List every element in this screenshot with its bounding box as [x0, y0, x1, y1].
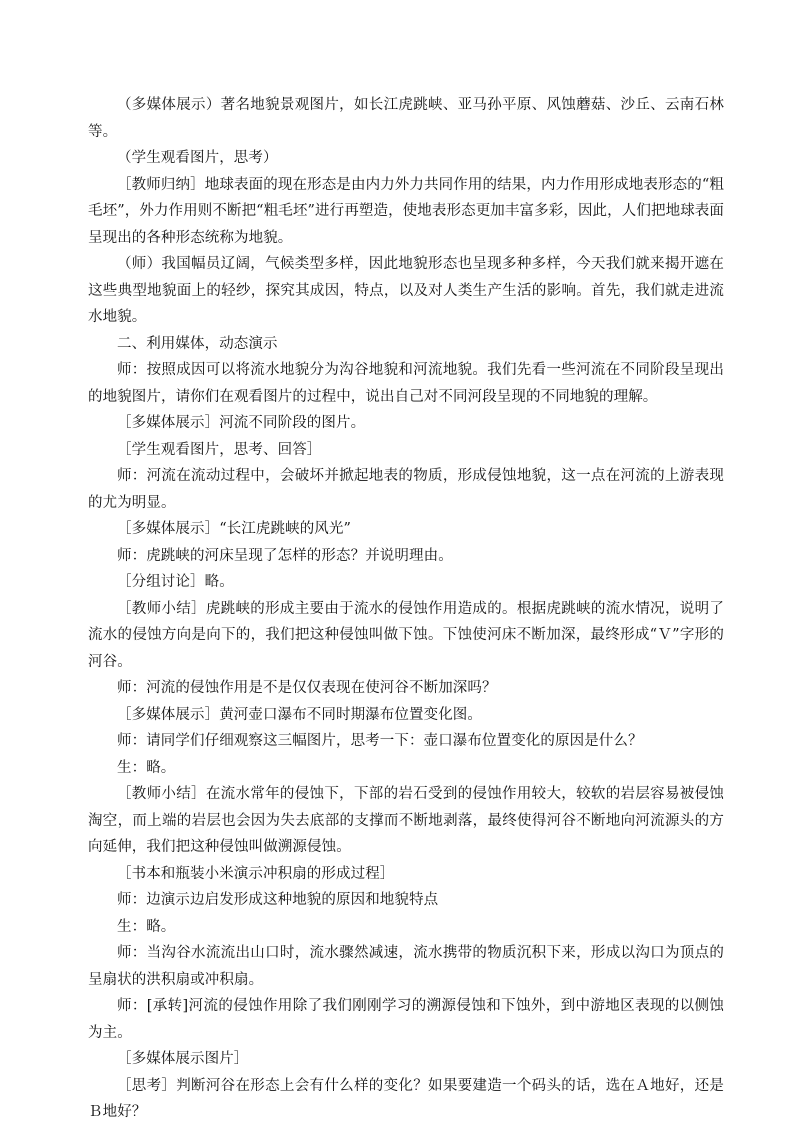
paragraph-teacher-summary-landform: ［教师归纳］地球表面的现在形态是由内力外力共同作用的结果，内力作用形成地表形态的“粗毛坯”，外力作用则不断把“粗毛坯”进行再塑造，使地表形态更加丰富多彩，因此，人们把地球表面呈现出的各种形态统称为地貌。 — [88, 176, 724, 246]
paragraph-multimedia-landforms: （多媒体展示）著名地貌景观图片，如长江虎跳峡、亚马孙平原、风蚀蘑菇、沙丘、云南石林等。 — [88, 97, 724, 140]
section-heading-media-demo: 二、利用媒体，动态演示 — [117, 335, 278, 352]
paragraph-teacher-transition: 师：[承转]河流的侵蚀作用除了我们刚刚学习的溯源侵蚀和下蚀外，到中游地区表现的以侧蚀为主。 — [88, 998, 724, 1041]
paragraph-teacher-erosion: 师：河流在流动过程中，会破坏并掀起地表的物质，形成侵蚀地貌，这一点在河流的上游表现的尤为明显。 — [88, 468, 724, 511]
paragraph-multimedia-river-stages: ［多媒体展示］河流不同阶段的图片。 — [117, 415, 366, 431]
paragraph-thinking-question: ［思考］判断河谷在形态上会有什么样的变化？如果要建造一个码头的话，选在Ａ地好，还是Ｂ地好？ — [88, 1077, 724, 1120]
paragraph-student-reply-1: 生：略。 — [117, 759, 176, 776]
paragraph-students-observe: （学生观看图片，思考） — [117, 150, 278, 166]
paragraph-teacher-question-deepening: 师：河流的侵蚀作用是不是仅仅表现在使河谷不断加深吗？ — [117, 680, 497, 696]
paragraph-teacher-question-riverbed: 师：虎跳峡的河床呈现了怎样的形态？并说明理由。 — [117, 547, 453, 564]
paragraph-students-answer: ［学生观看图片，思考、回答］ — [117, 441, 322, 458]
paragraph-teacher-alluvial-fan: 师：当沟谷水流流出山口时，流水骤然减速，流水携带的物质沉积下来，形成以沟口为顶点的呈扇状的洪积扇或冲积扇。 — [88, 945, 724, 988]
lesson-text-body — [88, 92, 724, 1126]
paragraph-multimedia-pictures: ［多媒体展示图片］ — [117, 1051, 249, 1067]
paragraph-teacher-question-hukou: 师：请同学们仔细观察这三幅图片，思考一下：壶口瀑布位置变化的原因是什么？ — [117, 733, 643, 749]
paragraph-teacher-demo: 师：边演示边启发形成这种地貌的原因和地貌特点 — [117, 892, 439, 908]
paragraph-teacher-intro: （师）我国幅员辽阔，气候类型多样，因此地貌形态也呈现多种多样，今天我们就来揭开遮在这些典型地貌面上的轻纱，探究其成因，特点，以及对人类生产生活的影响。首先，我们就走进流水地貌。 — [88, 256, 724, 325]
paragraph-teacher-classification: 师：按照成因可以将流水地貌分为沟谷地貌和河流地貌。我们先看一些河流在不同阶段呈现出的地貌图片，请你们在观看图片的过程中，说出自己对不同河段呈现的不同地貌的理解。 — [88, 362, 724, 405]
paragraph-multimedia-tiger-leaping: ［多媒体展示］“长江虎跳峡的风光” — [117, 521, 352, 537]
paragraph-multimedia-hukou: ［多媒体展示］黄河壶口瀑布不同时期瀑布位置变化图。 — [117, 706, 482, 723]
paragraph-teacher-summary-downcutting: ［教师小结］虎跳峡的形成主要由于流水的侵蚀作用造成的。根据虎跳峡的流水情况，说明了流水的侵蚀方向是向下的，我们把这种侵蚀叫做下蚀。下蚀使河床不断加深，最终形成“Ｖ”字形的河谷。 — [88, 600, 724, 670]
paragraph-group-discussion: ［分组讨论］略。 — [117, 574, 234, 590]
paragraph-student-reply-2: 生：略。 — [117, 918, 176, 935]
paragraph-demo-alluvial-fan: ［书本和瓶装小米演示冲积扇的形成过程］ — [117, 865, 395, 882]
paragraph-teacher-summary-headward: ［教师小结］在流水常年的侵蚀下，下部的岩石受到的侵蚀作用较大，较软的岩层容易被侵蚀淘空，而上端的岩层也会因为失去底部的支撑而不断地剥落，最终使得河谷不断地向河流源头的方向延伸，我们把这种侵蚀叫做溯源侵蚀。 — [88, 786, 724, 855]
